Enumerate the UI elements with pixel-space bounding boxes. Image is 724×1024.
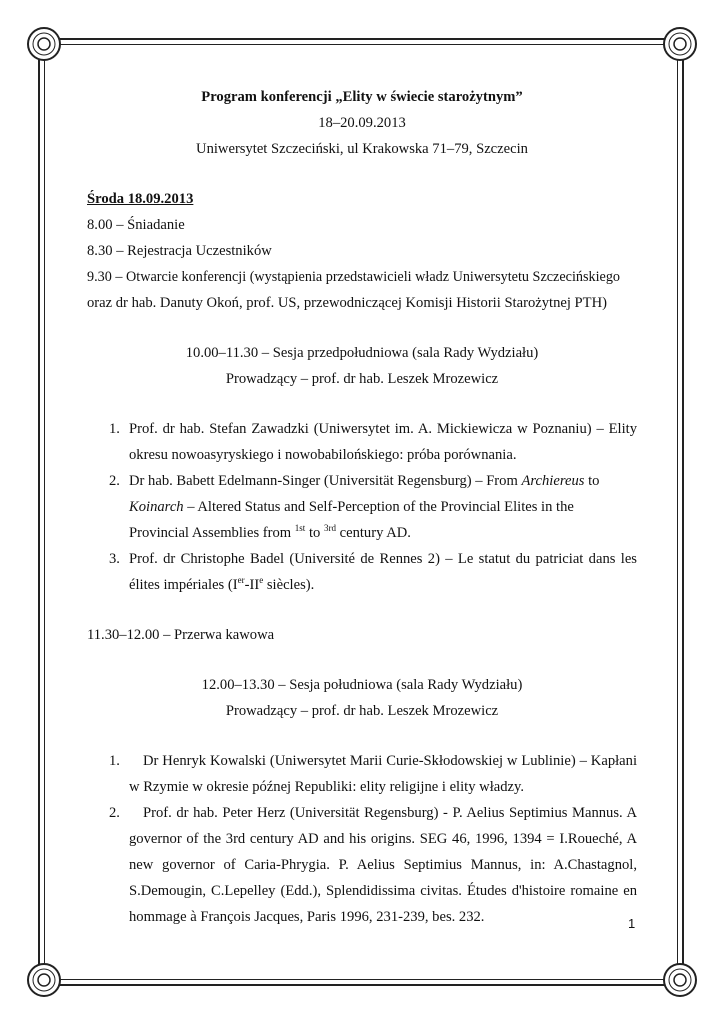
talk-text: Prof. dr hab. Stefan Zawadzki (Uniwersytet im. A. Mickiewicza w Poznaniu) – Elity okresu nowoasyryskiego i nowobabilońskiego: próba porównania. bbox=[129, 421, 637, 463]
talk-text: siècles). bbox=[263, 577, 315, 593]
list-item bbox=[87, 468, 637, 546]
talk-list bbox=[87, 416, 637, 598]
conference-dates: 18–20.09.2013 bbox=[318, 115, 406, 131]
talk-text: to bbox=[305, 525, 324, 541]
superscript: 1st bbox=[294, 523, 306, 534]
schedule-item-opening-cont: oraz dr hab. Danuty Okoń, prof. US, przewodniczącej Komisji Historii Starożytnej PTH) bbox=[87, 295, 607, 311]
talk-text-italic: Archiereus bbox=[521, 473, 585, 489]
corner-ornament-icon bbox=[24, 960, 64, 1000]
session-title: 12.00–13.30 – Sesja południowa (sala Rady Wydziału) bbox=[201, 677, 523, 693]
talk-text: Prof. dr Christophe Badel (Université de Rennes 2) – Le statut du patriciat dans les élites impériales (I bbox=[129, 551, 637, 593]
talk-text: -II bbox=[244, 577, 260, 593]
list-number: 1. bbox=[109, 753, 120, 769]
list-item bbox=[87, 800, 637, 930]
session-chair: Prowadzący – prof. dr hab. Leszek Mrozewicz bbox=[225, 371, 499, 387]
talk-text: century AD. bbox=[335, 525, 411, 541]
conference-venue: Uniwersytet Szczeciński, ul Krakowska 71–79, Szczecin bbox=[196, 141, 528, 157]
talk-text: Prof. dr hab. Peter Herz (Universität Regensburg) - P. Aelius Septimius Mannus. A governor of the 3rd century AD and his origins. SEG 46, 1996, 1394 = I.Roueché, A new governor of Caria-Phrygia. P. Aelius Septimius Mannus, in: A.Chastagnol, S.Demougin, C.Lepelley (Edd.), Splendidissima civitas. Études d'histoire romaine en hommage à François Jacques, Paris 1996, 231-239, bes. 232. bbox=[129, 805, 637, 925]
day-heading: Środa 18.09.2013 bbox=[87, 191, 194, 207]
schedule-item: 8.30 – Rejestracja Uczestników bbox=[87, 243, 272, 259]
document-title: Program konferencji „Elity w świecie starożytnym” bbox=[201, 89, 523, 105]
list-number: 3. bbox=[109, 551, 120, 567]
list-number: 2. bbox=[109, 473, 120, 489]
superscript: e bbox=[259, 575, 264, 586]
session-title: 10.00–11.30 – Sesja przedpołudniowa (sala Rady Wydziału) bbox=[185, 345, 539, 361]
talk-text: – Altered Status and Self-Perception of the Provincial Elites in the Provincial Assemblies from bbox=[129, 499, 574, 541]
talk-text: Dr Henryk Kowalski (Uniwersytet Marii Curie-Skłodowskiej w Lublinie) – Kapłani w Rzymie w okresie późnej Republiki: elity religijne i elity władzy. bbox=[129, 753, 637, 795]
schedule-item-opening: 9.30 – Otwarcie konferencji (wystąpienia przedstawicieli władz Uniwersytetu Szczecińskiego bbox=[87, 269, 621, 285]
document-body bbox=[87, 84, 637, 930]
session-chair: Prowadzący – prof. dr hab. Leszek Mrozewicz bbox=[225, 703, 499, 719]
list-number: 2. bbox=[109, 805, 120, 821]
schedule-item: 8.00 – Śniadanie bbox=[87, 217, 185, 233]
coffee-break: 11.30–12.00 – Przerwa kawowa bbox=[87, 627, 275, 643]
superscript: 3rd bbox=[323, 523, 336, 534]
list-item bbox=[87, 546, 637, 598]
talk-text: Dr hab. Babett Edelmann-Singer (Universität Regensburg) – From bbox=[129, 473, 522, 489]
talk-text: to bbox=[584, 473, 600, 489]
corner-ornament-icon bbox=[660, 24, 700, 64]
corner-ornament-icon bbox=[660, 960, 700, 1000]
superscript: er bbox=[237, 575, 245, 586]
list-item bbox=[87, 416, 637, 468]
list-number: 1. bbox=[109, 421, 120, 437]
list-item bbox=[87, 748, 637, 800]
corner-ornament-icon bbox=[24, 24, 64, 64]
talk-list bbox=[87, 748, 637, 930]
talk-text-italic: Koinarch bbox=[129, 499, 184, 515]
page-number: 1 bbox=[628, 916, 636, 931]
